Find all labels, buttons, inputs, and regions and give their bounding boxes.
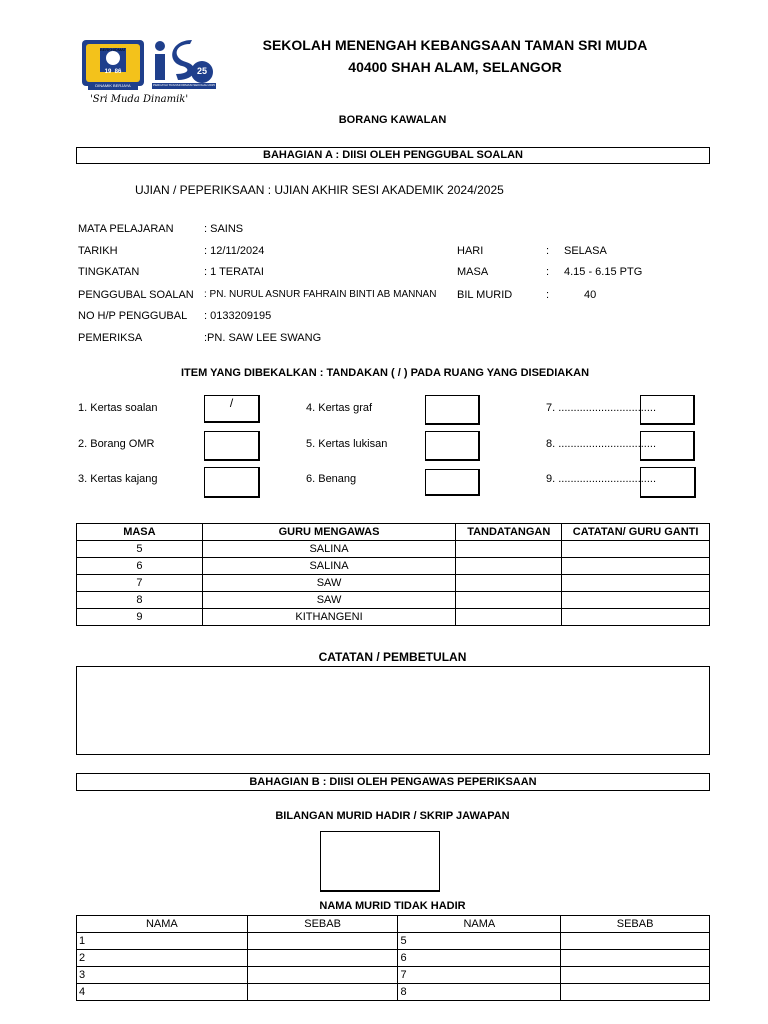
cell-sebab-left[interactable]: [247, 967, 398, 984]
col-header-nama-2: NAMA: [398, 916, 561, 933]
cell-catatan[interactable]: [562, 592, 710, 609]
date-label: TARIKH: [78, 245, 118, 257]
item-label-9: 9. ................................: [546, 473, 657, 485]
subject-label: MATA PELAJARAN: [78, 223, 174, 235]
section-b-title: BAHAGIAN B : DIISI OLEH PENGAWAS PEPERIKSAAN: [76, 773, 710, 791]
cell-tandatangan[interactable]: [456, 609, 562, 626]
cell-sebab-left[interactable]: [247, 984, 398, 1001]
form-title: BORANG KAWALAN: [338, 114, 447, 126]
table-header-row: [77, 524, 710, 541]
cell-guru: SALINA: [202, 558, 456, 575]
cell-sebab-right[interactable]: [561, 933, 710, 950]
col-header-sebab-1: SEBAB: [247, 916, 398, 933]
table-row: [77, 933, 710, 950]
students-value: 40: [584, 289, 597, 301]
col-header-guru: GURU MENGAWAS: [202, 524, 456, 541]
invigilation-table: [76, 523, 710, 626]
date-value: : 12/11/2024: [204, 245, 265, 257]
item-label-1: 1. Kertas soalan: [78, 402, 158, 414]
cell-guru: KITHANGENI: [202, 609, 456, 626]
table-row: [77, 609, 710, 626]
time-colon: :: [546, 266, 550, 278]
level-value: : 1 TERATAI: [204, 266, 264, 278]
cell-nama-left[interactable]: 1: [77, 933, 248, 950]
attendance-count-box[interactable]: [320, 831, 440, 892]
cell-masa: 5: [77, 541, 203, 558]
item-checkbox-7[interactable]: [640, 395, 695, 425]
item-checkbox-1[interactable]: /: [204, 395, 260, 423]
checker-label: PEMERIKSA: [78, 332, 143, 344]
students-colon: :: [546, 289, 550, 301]
item-checkbox-4[interactable]: [425, 395, 480, 425]
item-label-5: 5. Kertas lukisan: [306, 438, 388, 450]
cell-catatan[interactable]: [562, 558, 710, 575]
col-header-masa: MASA: [77, 524, 203, 541]
item-checkbox-3[interactable]: [204, 467, 260, 498]
table-row: [77, 575, 710, 592]
item-label-4: 4. Kertas graf: [306, 402, 373, 414]
cell-masa: 9: [77, 609, 203, 626]
day-value: SELASA: [564, 245, 607, 257]
cell-nama-right[interactable]: 8: [398, 984, 561, 1001]
setter-label: PENGGUBAL SOALAN: [78, 289, 194, 301]
cell-tandatangan[interactable]: [456, 575, 562, 592]
notes-heading: CATATAN / PEMBETULAN: [318, 650, 467, 664]
notes-box[interactable]: [76, 666, 710, 755]
day-label: HARI: [457, 245, 484, 257]
item-label-3: 3. Kertas kajang: [78, 473, 158, 485]
cell-masa: 7: [77, 575, 203, 592]
school-crest-logo: [80, 38, 146, 98]
cell-masa: 8: [77, 592, 203, 609]
table-row: [77, 541, 710, 558]
absent-students-table: [76, 915, 710, 1001]
section-a-title: BAHAGIAN A : DIISI OLEH PENGGUBAL SOALAN: [76, 147, 710, 164]
logo-25-number: 25: [196, 66, 207, 76]
school-name: SEKOLAH MENENGAH KEBANGSAAN TAMAN SRI MUDA: [262, 37, 648, 53]
item-label-2: 2. Borang OMR: [78, 438, 155, 450]
table-row: [77, 558, 710, 575]
cell-tandatangan[interactable]: [456, 592, 562, 609]
cell-sebab-right[interactable]: [561, 950, 710, 967]
table-row: [77, 950, 710, 967]
col-header-tandatangan: TANDATANGAN: [456, 524, 562, 541]
phone-label: NO H/P PENGGUBAL: [78, 310, 188, 322]
item-checkbox-6[interactable]: [425, 469, 480, 496]
logo-tagline: PERCAYAI TRANSFORMASI SEKOLAH 2025: [153, 83, 215, 87]
logo-sub-text: DINAMIK BERJAYA: [95, 83, 131, 88]
cell-nama-right[interactable]: 6: [398, 950, 561, 967]
cell-catatan[interactable]: [562, 541, 710, 558]
subject-value: : SAINS: [204, 223, 244, 235]
item-checkbox-8[interactable]: [640, 431, 695, 461]
table-header-row: [77, 916, 710, 933]
absent-heading: NAMA MURID TIDAK HADIR: [319, 900, 466, 912]
cell-guru: SALINA: [202, 541, 456, 558]
logo-year-left: 19: [104, 69, 112, 75]
col-header-nama-1: NAMA: [77, 916, 248, 933]
cell-nama-left[interactable]: 3: [77, 967, 248, 984]
level-label: TINGKATAN: [78, 266, 140, 278]
time-value: 4.15 - 6.15 PTG: [564, 266, 643, 278]
school-address: 40400 SHAH ALAM, SELANGOR: [348, 59, 562, 75]
table-row: [77, 984, 710, 1001]
item-label-7: 7. ................................: [546, 402, 657, 414]
item-label-8: 8. ................................: [546, 438, 657, 450]
cell-guru: SAW: [202, 592, 456, 609]
cell-sebab-left[interactable]: [247, 950, 398, 967]
logo-year-right: 86: [114, 69, 122, 75]
table-row: [77, 592, 710, 609]
cell-nama-right[interactable]: 7: [398, 967, 561, 984]
item-checkbox-2[interactable]: [204, 431, 260, 461]
cell-masa: 6: [77, 558, 203, 575]
cell-tandatangan[interactable]: [456, 558, 562, 575]
setter-value: : PN. NURUL ASNUR FAHRAIN BINTI AB MANNAN: [204, 289, 437, 300]
item-label-6: 6. Benang: [306, 473, 357, 485]
cell-nama-right[interactable]: 5: [398, 933, 561, 950]
cell-nama-left[interactable]: 2: [77, 950, 248, 967]
phone-value: : 0133209195: [204, 310, 272, 322]
cell-guru: SAW: [202, 575, 456, 592]
table-row: [77, 967, 710, 984]
students-label: BIL MURID: [457, 289, 513, 301]
cell-sebab-left[interactable]: [247, 933, 398, 950]
checker-value: :PN. SAW LEE SWANG: [204, 332, 322, 344]
attendance-heading: BILANGAN MURID HADIR / SKRIP JAWAPAN: [275, 810, 510, 822]
cell-sebab-right[interactable]: [561, 967, 710, 984]
cell-catatan[interactable]: [562, 609, 710, 626]
cell-tandatangan[interactable]: [456, 541, 562, 558]
day-colon: :: [546, 245, 550, 257]
item-checkbox-5[interactable]: [425, 431, 480, 461]
items-heading: ITEM YANG DIBEKALKAN : TANDAKAN ( / ) PADA RUANG YANG DISEDIAKAN: [181, 367, 590, 379]
exam-line: UJIAN / PEPERIKSAAN : UJIAN AKHIR SESI AKADEMIK 2024/2025: [135, 183, 504, 197]
time-label: MASA: [457, 266, 489, 278]
col-header-sebab-2: SEBAB: [561, 916, 710, 933]
cell-sebab-right[interactable]: [561, 984, 710, 1001]
cell-nama-left[interactable]: 4: [77, 984, 248, 1001]
cell-catatan[interactable]: [562, 575, 710, 592]
item-checkbox-9[interactable]: [640, 467, 696, 498]
school-motto: 'Sri Muda Dinamik': [90, 94, 189, 105]
col-header-catatan: CATATAN/ GURU GANTI: [562, 524, 710, 541]
logo-ribbon-text: BERKHIDMAT: [100, 47, 126, 52]
